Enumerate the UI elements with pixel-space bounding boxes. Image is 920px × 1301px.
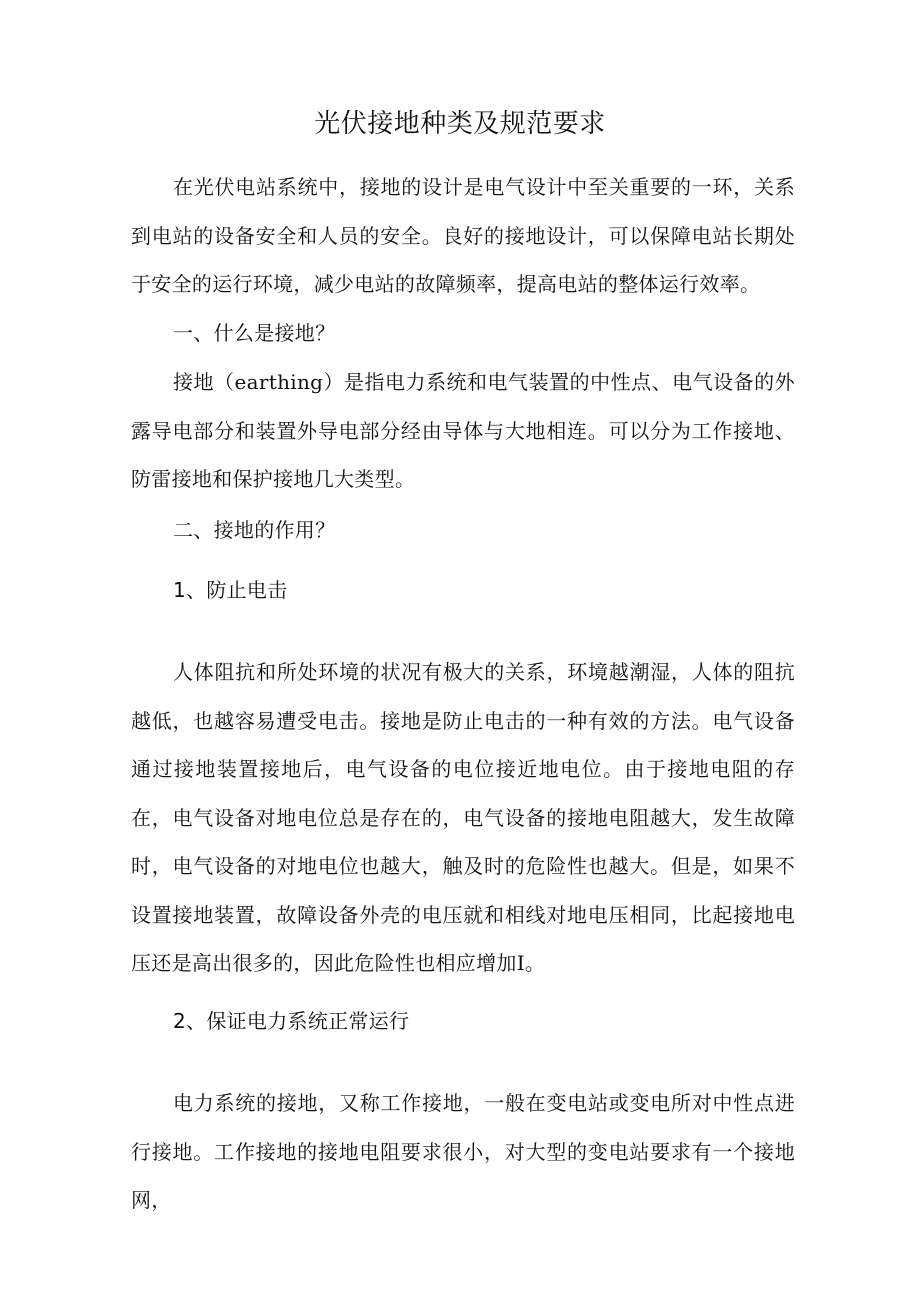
document-title: 光伏接地种类及规范要求: [314, 109, 606, 139]
subsection-heading-normal-operation: 2、保证电力系统正常运行: [173, 1009, 410, 1033]
section-paragraph-what-is-grounding: 接地（earthing）是指电力系统和电气装置的中性点、电气设备的外露导电部分和装置外导电部分经由导体与大地相连。可以分为工作接地、防雷接地和保护接地几大类型。: [131, 370, 795, 491]
subsection-paragraph-prevent-shock: 人体阻抗和所处环境的状况有极大的关系，环境越潮湿，人体的阻抗越低，也越容易遭受电击。接地是防止电击的一种有效的方法。电气设备通过接地装置接地后，电气设备的电位接近地电位。由于接地电阻的存在，电气设备对地电位总是存在的，电气设备的接地电阻越大，发生故障时，电气设备的对地电位也越大，触及时的危险性也越大。但是，如果不设置接地装置，故障设备外壳的电压就和相线对地电压相同，比起接地电压还是高出很多的，因此危险性也相应增加I。: [131, 660, 795, 975]
subsection-heading-prevent-shock: 1、防止电击: [173, 578, 288, 602]
section-heading-what-is-grounding: 一、什么是接地？: [173, 321, 336, 345]
section-heading-grounding-function: 二、接地的作用？: [173, 518, 336, 542]
subsection-paragraph-normal-operation: 电力系统的接地，又称工作接地，一般在变电站或变电所对中性点进行接地。工作接地的接地电阻要求很小，对大型的变电站要求有一个接地网，: [131, 1091, 795, 1212]
intro-paragraph: 在光伏电站系统中，接地的设计是电气设计中至关重要的一环，关系到电站的设备安全和人员的安全。良好的接地设计，可以保障电站长期处于安全的运行环境，减少电站的故障频率，提高电站的整体运行效率。: [131, 175, 795, 296]
